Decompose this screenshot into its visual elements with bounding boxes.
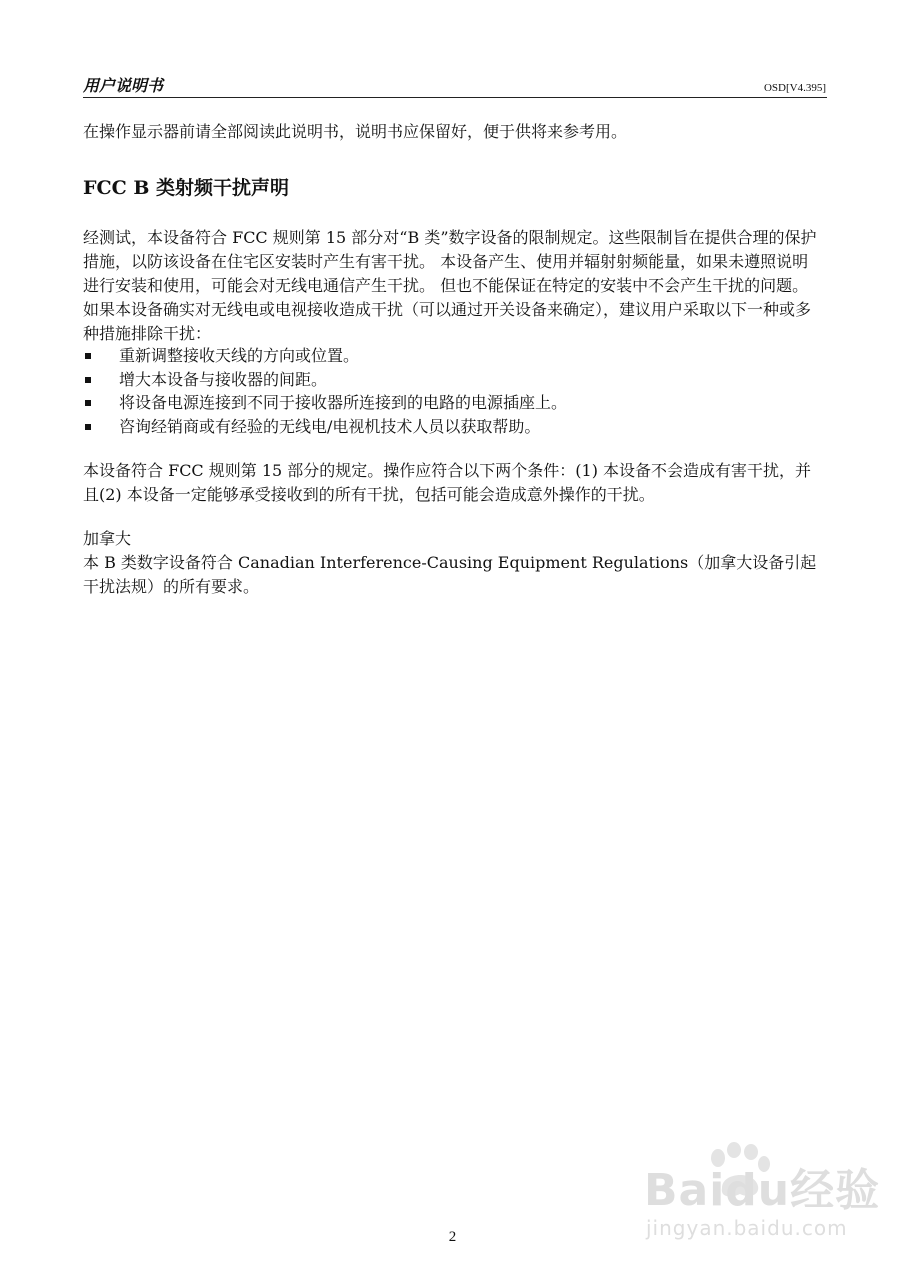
list-item-text: 增大本设备与接收器的间距。 xyxy=(119,369,328,389)
interference-measures-list xyxy=(83,344,823,438)
list-item xyxy=(83,368,823,392)
header-title: 用户说明书 xyxy=(83,76,164,95)
list-item-text: 咨询经销商或有经验的无线电/电视机技术人员以获取帮助。 xyxy=(119,416,541,436)
square-bullet-icon xyxy=(85,377,91,383)
watermark-url: jingyan.baidu.com xyxy=(646,1216,848,1240)
canada-heading: 加拿大 xyxy=(83,529,132,548)
intro-paragraph: 在操作显示器前请全部阅读此说明书，说明书应保留好，便于供将来参考用。 xyxy=(83,122,628,141)
list-item xyxy=(83,415,823,439)
baidu-jingyan-watermark xyxy=(640,1140,881,1245)
fcc-paragraph-2: 本设备符合 FCC 规则第 15 部分的规定。操作应符合以下两个条件：(1) 本设备不会造成有害干扰，并且(2) 本设备一定能够承受接收到的所有干扰，包括可能会造成意外操作的干扰。 xyxy=(83,461,812,504)
list-item xyxy=(83,391,823,415)
square-bullet-icon xyxy=(85,400,91,406)
watermark-brand: Baidu经验 xyxy=(644,1165,881,1216)
square-bullet-icon xyxy=(85,353,91,359)
fcc-paragraph-1: 经测试，本设备符合 FCC 规则第 15 部分对“B 类”数字设备的限制规定。这些限制旨在提供合理的保护措施，以防该设备在住宅区安装时产生有害干扰。 本设备产生、使用并辐射射频能量，如果未遵照说明进行安装和使用，可能会对无线电通信产生干扰。 但也不能保证在特定的安装中不会产生干扰的问题。 如果本设备确实对无线电或电视接收造成干扰（可以通过开关设备来确定），建议用户采取以下一种或多种措施排除干扰： xyxy=(83,228,817,343)
list-item-text: 重新调整接收天线的方向或位置。 xyxy=(119,346,360,365)
canada-paragraph: 本 B 类数字设备符合 Canadian Interference-Causing Equipment Regulations（加拿大设备引起干扰法规）的所有要求。 xyxy=(83,553,817,596)
square-bullet-icon xyxy=(85,424,91,430)
header-divider xyxy=(83,97,827,98)
document-version-code: OSD[V4.395] xyxy=(763,82,826,94)
list-item-text: 将设备电源连接到不同于接收器所连接到的电路的电源插座上。 xyxy=(119,393,568,412)
page-number: 2 xyxy=(448,1229,457,1245)
list-item xyxy=(83,344,823,368)
fcc-section-title: FCC B 类射频干扰声明 xyxy=(83,177,290,199)
